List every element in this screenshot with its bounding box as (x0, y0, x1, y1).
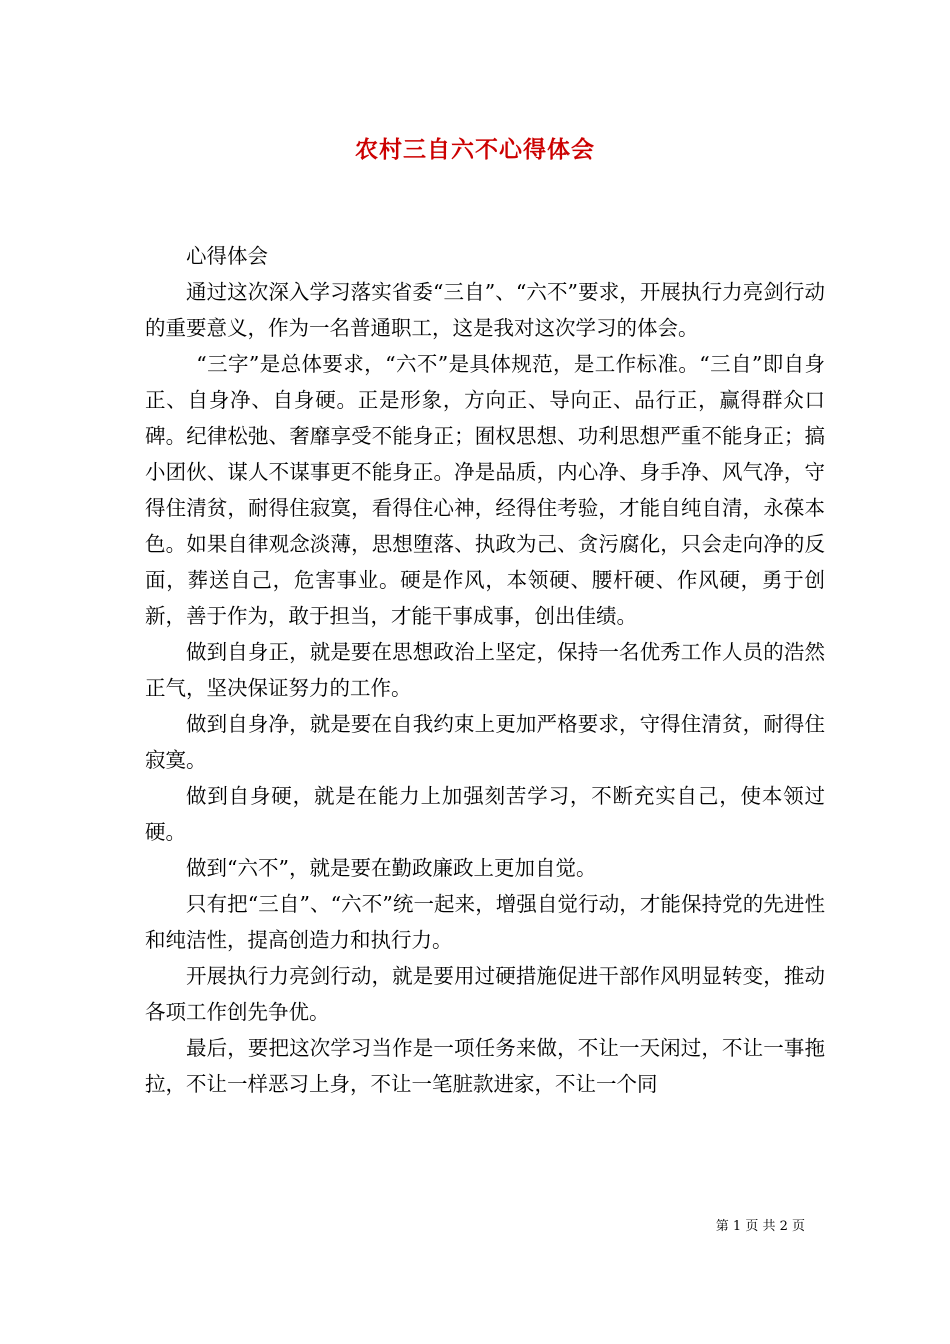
paragraph: 做到自身硬，就是在能力上加强刻苦学习，不断充实自己，使本领过硬。 (145, 784, 825, 844)
page-number-footer: 第 1 页 共 2 页 (715, 1219, 805, 1234)
paragraph: 开展执行力亮剑行动，就是要用过硬措施促进干部作风明显转变，推动各项工作创先争优。 (145, 964, 825, 1024)
paragraph: 最后，要把这次学习当作是一项任务来做，不让一天闲过，不让一事拖拉，不让一样恶习上身，不让一笔脏款进家，不让一个同 (145, 1036, 825, 1096)
paragraph: 通过这次深入学习落实省委“三自”、“六不”要求，开展执行力亮剑行动的重要意义，作为一名普通职工，这是我对这次学习的体会。 (145, 280, 825, 340)
paragraph: 只有把“三自”、“六不”统一起来，增强自觉行动，才能保持党的先进性和纯洁性，提高创造力和执行力。 (145, 892, 825, 952)
document-body (145, 238, 825, 1102)
paragraph: “三字”是总体要求，“六不”是具体规范，是工作标准。“三自”即自身正、自身净、自身硬。正是形象，方向正、导向正、品行正，赢得群众口碑。纪律松弛、奢靡享受不能身正；囿权思想、功利思想严重不能身正；搞小团伙、谋人不谋事更不能身正。净是品质，内心净、身手净、风气净，守得住清贫，耐得住寂寞，看得住心神，经得住考验，才能自纯自清，永葆本色。如果自律观念淡薄，思想堕落、执政为己、贪污腐化，只会走向净的反面，葬送自己，危害事业。硬是作风，本领硬、腰杆硬、作风硬，勇于创新，善于作为，敢于担当，才能干事成事，创出佳绩。 (145, 352, 825, 628)
section-heading: 心得体会 (186, 244, 268, 268)
paragraph: 做到自身正，就是要在思想政治上坚定，保持一名优秀工作人员的浩然正气，坚决保证努力的工作。 (145, 640, 825, 700)
paragraph: 做到自身净，就是要在自我约束上更加严格要求，守得住清贫，耐得住寂寞。 (145, 712, 825, 772)
document-title: 农村三自六不心得体会 (355, 136, 595, 163)
paragraph: 做到“六不”，就是要在勤政廉政上更加自觉。 (186, 856, 597, 880)
